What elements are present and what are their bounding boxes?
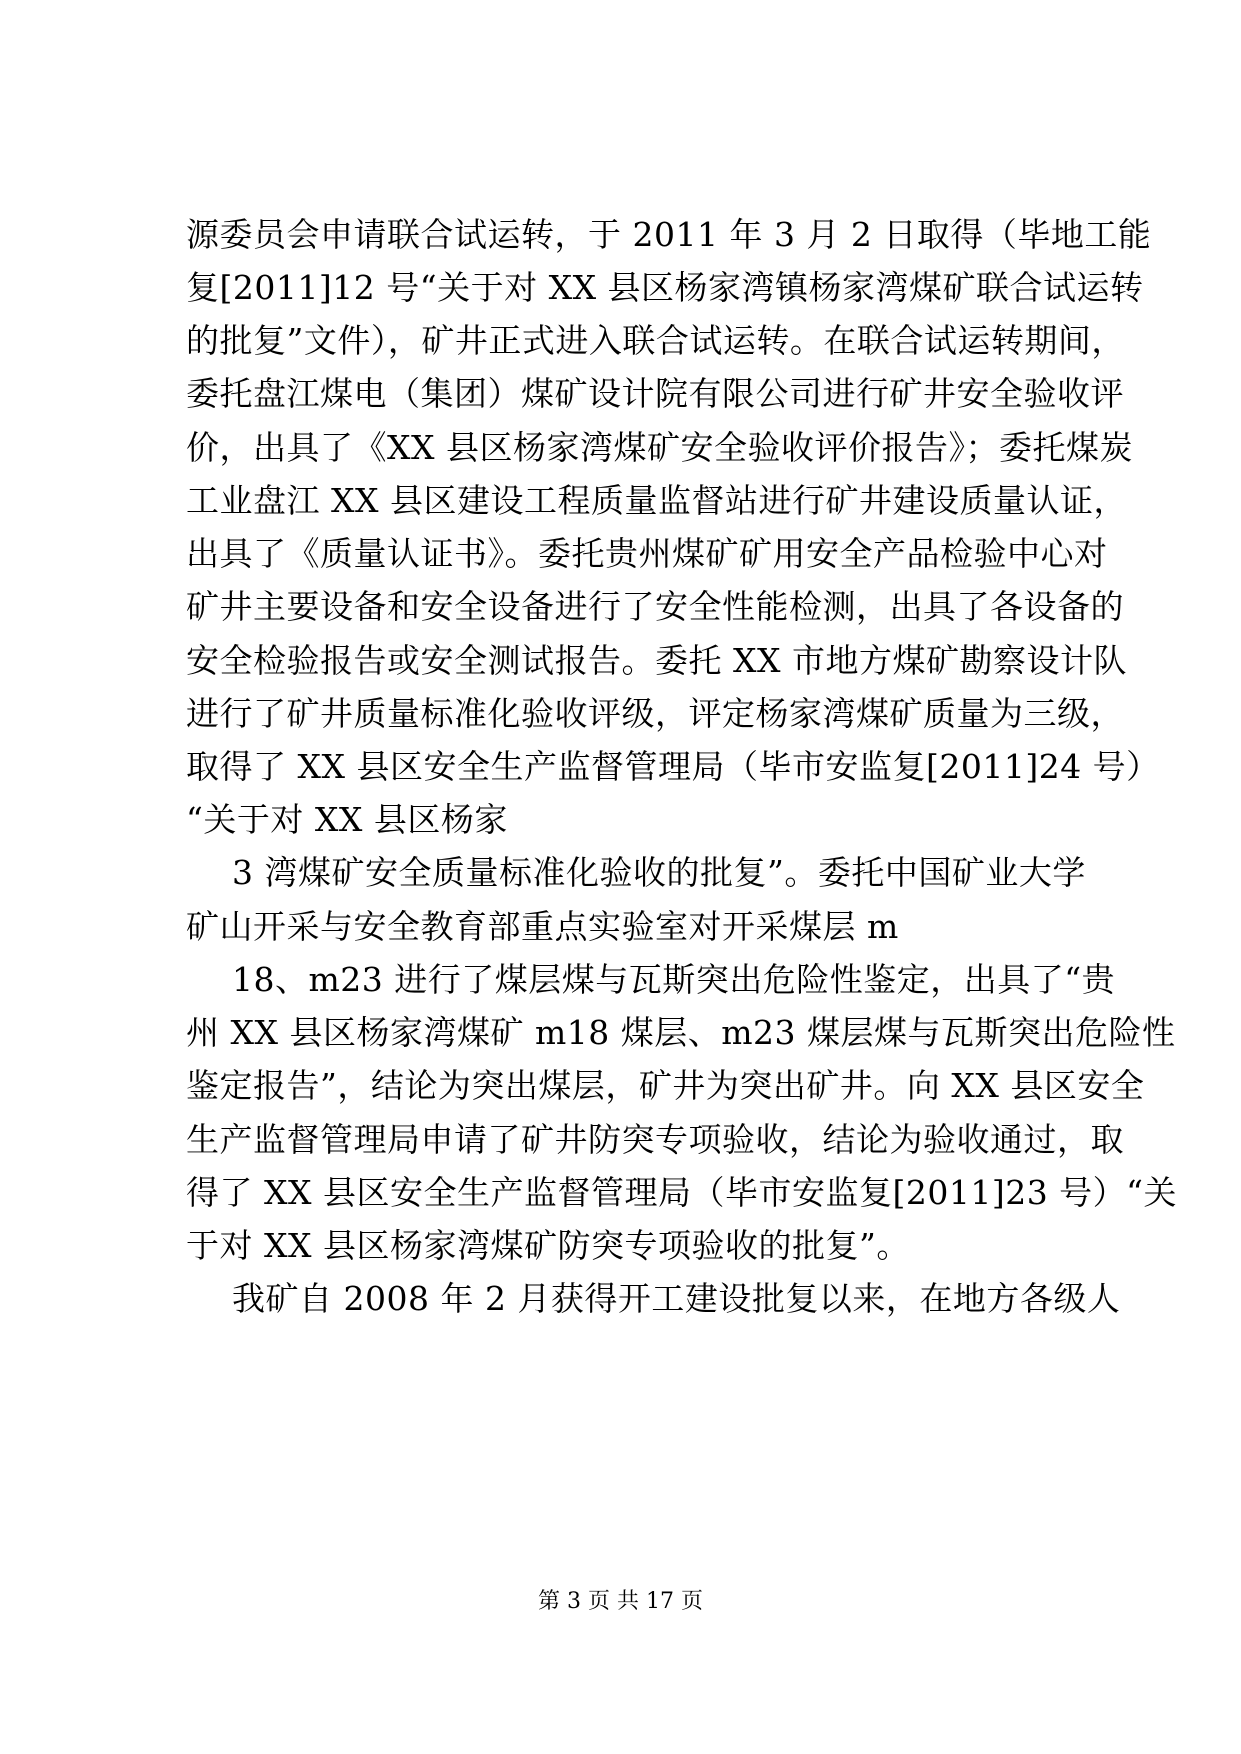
text-line: 的批复”文件），矿井正式进入联合试运转。在联合试运转期间， [186,321,1125,360]
text-line: 复[2011]12 号“关于对 XX 县区杨家湾镇杨家湾煤矿联合试运转 [186,268,1144,307]
text-line: 于对 XX 县区杨家湾煤矿防突专项验收的批复”。 [186,1226,910,1265]
text-line: 工业盘江 XX 县区建设工程质量监督站进行矿井建设质量认证， [186,481,1127,520]
text-line: 出具了《质量认证书》。委托贵州煤矿矿用安全产品检验中心对 [186,534,1108,573]
text-line: 源委员会申请联合试运转，于 2011 年 3 月 2 日取得（毕地工能 [186,215,1152,254]
text-line: 价，出具了《XX 县区杨家湾煤矿安全验收评价报告》；委托煤炭 [186,428,1133,467]
text-line: 我矿自 2008 年 2 月获得开工建设批复以来，在地方各级人 [232,1279,1121,1318]
text-line: 生产监督管理局申请了矿井防突专项验收，结论为验收通过，取 [186,1120,1124,1159]
text-line: 进行了矿井质量标准化验收评级，评定杨家湾煤矿质量为三级， [186,694,1124,733]
page-number-footer: 第 3 页 共 17 页 [538,1589,703,1614]
text-line: “关于对 XX 县区杨家 [186,800,508,839]
text-line: 3 湾煤矿安全质量标准化验收的批复”。委托中国矿业大学 [232,853,1086,892]
text-line: 18、m23 进行了煤层煤与瓦斯突出危险性鉴定，出具了“贵 [232,960,1116,999]
text-line: 鉴定报告”，结论为突出煤层，矿井为突出矿井。向 XX 县区安全 [186,1066,1145,1105]
text-line: 委托盘江煤电（集团）煤矿设计院有限公司进行矿井安全验收评 [186,374,1124,413]
text-line: 安全检验报告或安全测试报告。委托 XX 市地方煤矿勘察设计队 [186,641,1127,680]
text-line: 矿山开采与安全教育部重点实验室对开采煤层 m [186,907,899,946]
text-line: 矿井主要设备和安全设备进行了安全性能检测，出具了各设备的 [186,587,1124,626]
text-line: 得了 XX 县区安全生产监督管理局（毕市安监复[2011]23 号）“关 [186,1173,1178,1212]
text-line: 州 XX 县区杨家湾煤矿 m18 煤层、m23 煤层煤与瓦斯突出危险性 [186,1013,1176,1052]
text-line: 取得了 XX 县区安全生产监督管理局（毕市安监复[2011]24 号） [186,747,1160,786]
